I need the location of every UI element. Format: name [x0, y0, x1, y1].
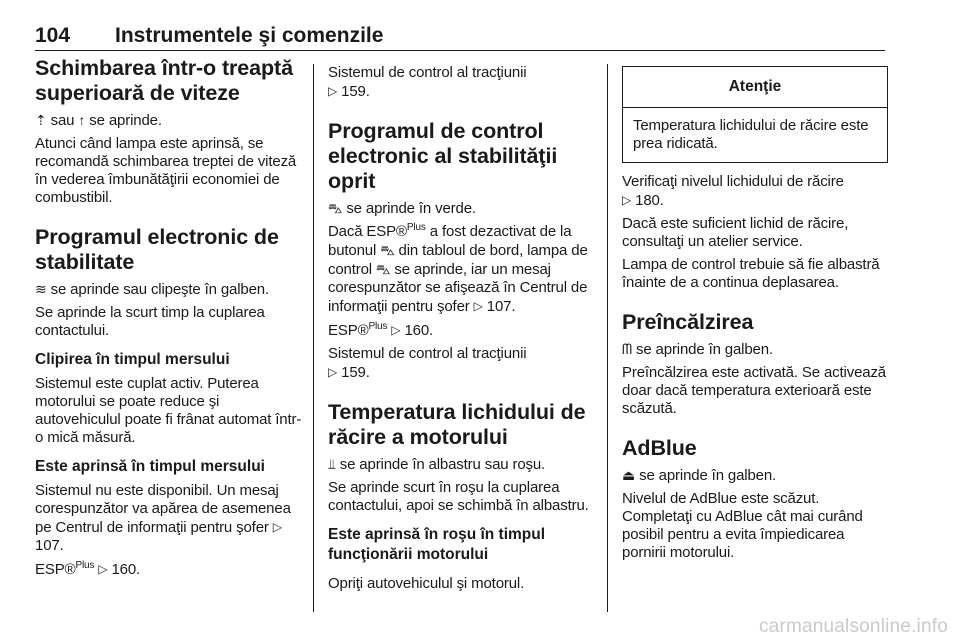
lit-text: Sistemul nu este disponibil. Un mesaj corespunzător va apărea de asemenea pe Centrul de informaţii pentru şofer ▷ 107. — [35, 482, 291, 554]
column-right — [622, 56, 888, 562]
enough-text: Dacă este suficient lichid de răcire, consultaţi un atelier service. — [622, 215, 849, 250]
coolant-line: ⫫ se aprinde în albastru sau roşu. — [328, 456, 546, 473]
heading-esp: Programul electronic de stabilitate — [35, 225, 279, 274]
heading-lit: Este aprinsă în timpul mersului — [35, 458, 265, 475]
heading-red: Este aprinsă în roşu în timpul funcţionării motorului — [328, 526, 546, 563]
heading-coolant: Temperatura lichidului de răcire a motorului — [328, 400, 586, 449]
page-ref-icon: ▷ — [98, 562, 108, 576]
upshift-line: ⇡ sau ↑ se aprinde. — [35, 112, 162, 129]
esp-off-text: Dacă ESP®$^{Plus}$ a fost dezactivat de la butonul ⛍ din tabloul de bord, lampa de control ⛍ se aprinde, iar un mesaj corespunzător se afişează în Centrul de informaţii pentru şofer ▷ 107. — [328, 222, 588, 315]
esp-off-icon: ⛍ — [376, 261, 391, 277]
esp-text: Se aprinde la scurt timp la cuplarea contactului. — [35, 304, 265, 339]
preheat-line: ᗰ se aprinde în galben. — [622, 341, 773, 358]
blue-text: Lampa de control trebuie să fie albastră înainte de a continua deplasarea. — [622, 256, 880, 291]
column-divider — [607, 64, 608, 612]
heading-upshift: Schimbarea într-o treaptă superioară de viteze — [35, 56, 293, 105]
running-title: Instrumentele şi comenzile — [115, 24, 384, 47]
column-divider — [313, 64, 314, 612]
esp-off-icon: ⛍ — [380, 242, 395, 258]
adblue-line: ⏏ se aprinde în galben. — [622, 467, 777, 484]
adblue-icon: ⏏ — [622, 467, 636, 483]
page-ref-icon: ▷ — [473, 299, 483, 313]
heading-flash: Clipirea în timpul mersului — [35, 351, 230, 368]
flash-text: Sistemul este cuplat activ. Puterea motorului se poate reduce şi autovehiculul poate fi frânat automat într-o mică măsură. — [35, 375, 302, 446]
column-left — [35, 56, 303, 579]
page-ref-icon: ▷ — [328, 365, 338, 379]
caution-title: Atenţie — [623, 67, 887, 108]
check-text: Verificaţi nivelul lichidului de răcire ▷ 180. — [622, 173, 844, 209]
esp-off-icon: ⛍ — [328, 200, 343, 216]
caution-box — [622, 66, 888, 163]
esp-skid-icon: ≋ — [35, 281, 47, 297]
page-ref-icon: ▷ — [272, 520, 282, 534]
column-middle — [328, 56, 592, 593]
heading-esp-off: Programul de control electronic al stabilităţii oprit — [328, 119, 558, 193]
page-ref-icon: ▷ — [622, 193, 632, 207]
upshift-arrow-icon: ↑ — [78, 112, 86, 128]
tc-ref-2: Sistemul de control al tracţiunii ▷ 159. — [328, 345, 527, 381]
coolant-temperature-icon: ⫫ — [328, 456, 336, 472]
header-rule — [35, 50, 885, 51]
heading-adblue: AdBlue — [622, 436, 697, 460]
esp-off-line: ⛍ se aprinde în verde. — [328, 200, 476, 217]
esp-plus-ref: ESP®$^{Plus}$ ▷ 160. — [328, 321, 434, 339]
page-ref-icon: ▷ — [391, 323, 401, 337]
page-header — [35, 24, 885, 52]
coolant-text: Se aprinde scurt în roşu la cuplarea contactului, apoi se schimbă în albastru. — [328, 479, 589, 514]
upshift-arrow-icon: ⇡ — [35, 112, 47, 128]
page-number: 104 — [35, 24, 71, 47]
upshift-text: Atunci când lampa este aprinsă, se recomandă schimbarea treptei de viteză în vederea îmbunătăţirii economiei de combustibil. — [35, 135, 297, 206]
red-text: Opriţi autovehiculul şi motorul. — [328, 575, 525, 592]
watermark: carmanualsonline.info — [758, 616, 948, 637]
page-ref-icon: ▷ — [328, 84, 338, 98]
glow-plug-icon: ᗰ — [622, 341, 632, 357]
adblue-text: Nivelul de AdBlue este scăzut. Completaţi cu AdBlue cât mai curând posibil pentru a evita împiedicarea pornirii motorului. — [622, 490, 863, 561]
esp-line: ≋ se aprinde sau clipeşte în galben. — [35, 281, 270, 298]
preheat-text: Preîncălzirea este activată. Se activează doar dacă temperatura exterioară este scăzută. — [622, 364, 886, 417]
caution-text: Temperatura lichidului de răcire este prea ridicată. — [633, 117, 869, 152]
tc-ref: Sistemul de control al tracţiunii ▷ 159. — [328, 64, 527, 100]
heading-preheat: Preîncălzirea — [622, 310, 754, 334]
esp-plus-ref: ESP®$^{Plus}$ ▷ 160. — [35, 560, 141, 578]
